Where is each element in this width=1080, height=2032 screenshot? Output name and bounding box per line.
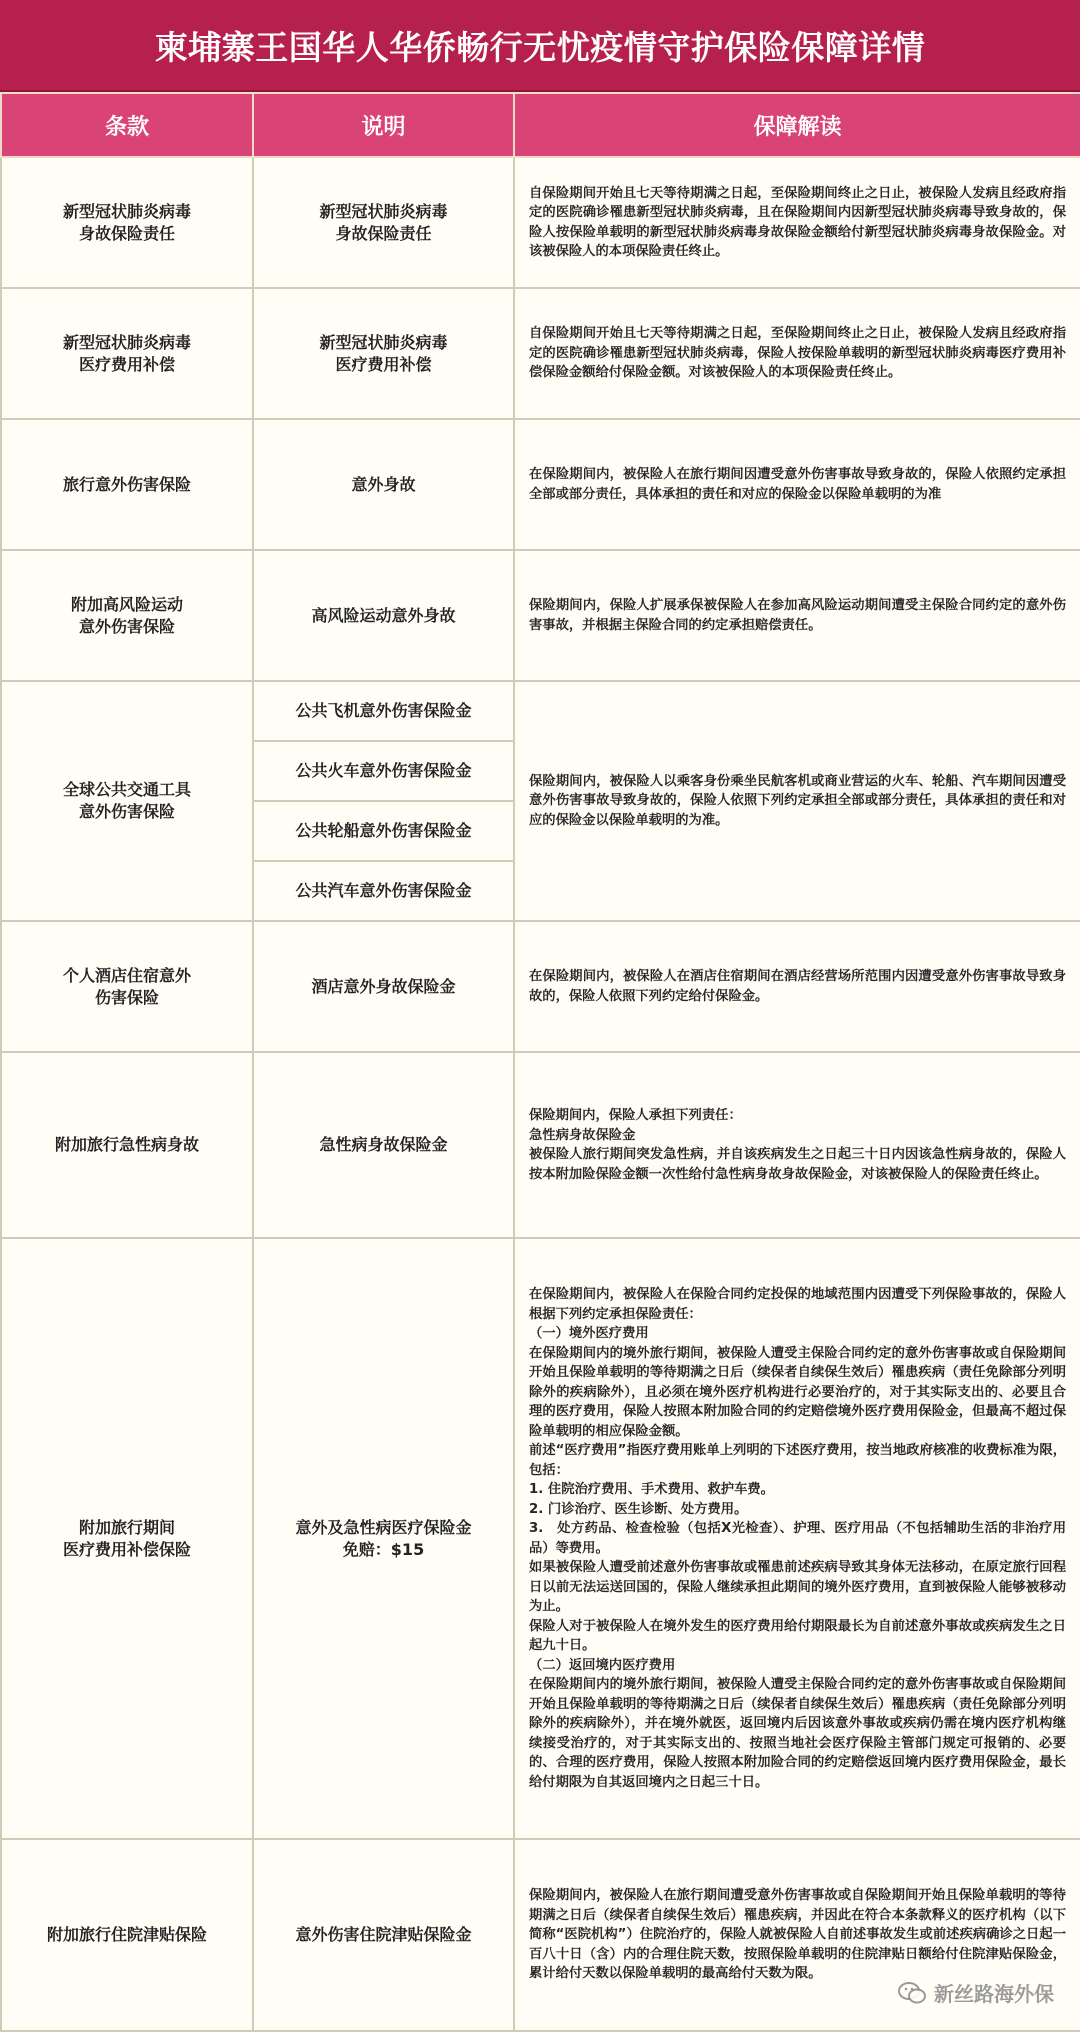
clause-cell: 附加旅行急性病身故 xyxy=(1,1052,253,1238)
clause-cell: 全球公共交通工具 意外伤害保险 xyxy=(1,681,253,921)
explain-cell: 公共飞机意外伤害保险金 xyxy=(253,681,514,741)
explain-cell: 意外伤害住院津贴保险金 xyxy=(253,1839,514,2031)
interpretation-cell: 保险期间内，保险人承担下列责任： 急性病身故保险金 被保险人旅行期间突发急性病，并自该疾病发生之日起三十日内因该急性病身故的，保险人按本附加险保险金额一次性给付急性病身故身故保险金，对该被保险人的保险责任终止。 xyxy=(514,1052,1080,1238)
explain-cell: 高风险运动意外身故 xyxy=(253,550,514,681)
interpretation-cell: 自保险期间开始且七天等待期满之日起，至保险期间终止之日止，被保险人发病且经政府指定的医院确诊罹患新型冠状肺炎病毒，且在保险期间内因新型冠状肺炎病毒导致身故的，保险人按保险单载明的新型冠状肺炎病毒身故保险金额给付新型冠状肺炎病毒身故保险金。对该被保险人的本项保险责任终止。 xyxy=(514,157,1080,288)
coverage-table xyxy=(0,92,1080,2032)
table-row xyxy=(1,550,1080,681)
column-header-interpretation: 保障解读 xyxy=(514,93,1080,157)
table-row xyxy=(1,288,1080,419)
table-row xyxy=(1,1052,1080,1238)
clause-cell: 附加旅行期间 医疗费用补偿保险 xyxy=(1,1238,253,1839)
explain-cell: 新型冠状肺炎病毒 医疗费用补偿 xyxy=(253,288,514,419)
clause-cell: 旅行意外伤害保险 xyxy=(1,419,253,550)
interpretation-cell: 保险期间内，被保险人以乘客身份乘坐民航客机或商业营运的火车、轮船、汽车期间因遭受意外伤害事故导致身故的，保险人依照下列约定承担全部或部分责任，具体承担的责任和对应的保险金以保险单载明的为准。 xyxy=(514,681,1080,921)
clause-cell: 新型冠状肺炎病毒 医疗费用补偿 xyxy=(1,288,253,419)
explain-cell: 公共火车意外伤害保险金 xyxy=(253,741,514,801)
explain-cell: 新型冠状肺炎病毒 身故保险责任 xyxy=(253,157,514,288)
explain-cell: 公共汽车意外伤害保险金 xyxy=(253,861,514,921)
wechat-icon xyxy=(898,1981,926,2005)
clause-cell: 个人酒店住宿意外 伤害保险 xyxy=(1,921,253,1052)
watermark-text: 新丝路海外保 xyxy=(934,1982,1054,2006)
table-row xyxy=(1,157,1080,288)
table-row xyxy=(1,419,1080,550)
explain-cell: 酒店意外身故保险金 xyxy=(253,921,514,1052)
table-row xyxy=(1,1238,1080,1839)
column-header-clause: 条款 xyxy=(1,93,253,157)
interpretation-cell: 在保险期间内，被保险人在旅行期间因遭受意外伤害事故导致身故的，保险人依照约定承担全部或部分责任，具体承担的责任和对应的保险金以保险单载明的为准 xyxy=(514,419,1080,550)
column-header-explain: 说明 xyxy=(253,93,514,157)
interpretation-cell: 保险期间内，保险人扩展承保被保险人在参加高风险运动期间遭受主保险合同约定的意外伤害事故，并根据主保险合同的约定承担赔偿责任。 xyxy=(514,550,1080,681)
watermark xyxy=(898,1978,1054,2007)
interpretation-cell: 保险期间内，被保险人在旅行期间遭受意外伤害事故或自保险期间开始且保险单载明的等待期满之日后（续保者自续保生效后）罹患疾病，并因此在符合本条款释义的医疗机构（以下简称“医院机构”）住院治疗的，保险人就被保险人自前述事故发生或前述疾病确诊之日起一百八十日（含）内的合理住院天数，按照保险单载明的住院津贴日额给付住院津贴保险金，累计给付天数以保险单载明的最高给付天数为限。 xyxy=(514,1839,1080,2031)
explain-cell: 意外身故 xyxy=(253,419,514,550)
clause-cell: 附加高风险运动 意外伤害保险 xyxy=(1,550,253,681)
explain-cell: 意外及急性病医疗保险金 免赔：$15 xyxy=(253,1238,514,1839)
clause-cell: 新型冠状肺炎病毒 身故保险责任 xyxy=(1,157,253,288)
interpretation-cell: 在保险期间内，被保险人在保险合同约定投保的地域范围内因遭受下列保险事故的，保险人根据下列约定承担保险责任： （一）境外医疗费用 在保险期间内的境外旅行期间，被保险人遭受主保险合同约定的意外伤害事故或自保险期间开始且保险单载明的等待期满之日后（续保者自续保生效后）罹患疾病（责任免除部分列明除外的疾病除外），且必须在境外医疗机构进行必要治疗的，对于其实际支出的、必要且合理的医疗费用，保险人按照本附加险合同的约定赔偿境外医疗费用保险金，但最高不超过保险单载明的相应保险金额。 前述“医疗费用”指医疗费用账单上列明的下述医疗费用，按当地政府核准的收费标准为限，包括： 1. 住院治疗费用、手术费用、救护车费。 2. 门诊治疗、医生诊断、处方费用。 3. 处方药品、检查检验（包括X光检查）、护理、医疗用品（不包括辅助生活的非治疗用品）等费用。 如果被保险人遭受前述意外伤害事故或罹患前述疾病导致其身体无法移动，在原定旅行回程日以前无法运送回国的，保险人继续承担此期间的境外医疗费用，直到被保险人能够被移动为止。 保险人对于被保险人在境外发生的医疗费用给付期限最长为自前述意外事故或疾病发生之日起九十日。 （二）返回境内医疗费用 在保险期间内的境外旅行期间，被保险人遭受主保险合同约定的意外伤害事故或自保险期间开始且保险单载明的等待期满之日后（续保者自续保生效后）罹患疾病（责任免除部分列明除外的疾病除外），并在境外就医，返回境内后因该意外事故或疾病仍需在境内医疗机构继续接受治疗的，对于其实际支出的、按照当地社会医疗保险主管部门规定可报销的、必要的、合理的医疗费用，保险人按照本附加险合同的约定赔偿返回境内医疗费用保险金，最长给付期限为自其返回境内之日起三十日。 xyxy=(514,1238,1080,1839)
table-header-row xyxy=(1,93,1080,157)
interpretation-cell: 在保险期间内，被保险人在酒店住宿期间在酒店经营场所范围内因遭受意外伤害事故导致身故的，保险人依照下列约定给付保险金。 xyxy=(514,921,1080,1052)
table-row xyxy=(1,921,1080,1052)
clause-cell: 附加旅行住院津贴保险 xyxy=(1,1839,253,2031)
page-title: 柬埔寨王国华人华侨畅行无忧疫情守护保险保障详情 xyxy=(0,0,1080,92)
explain-cell: 公共轮船意外伤害保险金 xyxy=(253,801,514,861)
table-row xyxy=(1,681,1080,741)
explain-cell: 急性病身故保险金 xyxy=(253,1052,514,1238)
interpretation-cell: 自保险期间开始且七天等待期满之日起，至保险期间终止之日止，被保险人发病且经政府指定的医院确诊罹患新型冠状肺炎病毒，保险人按保险单载明的新型冠状肺炎病毒医疗费用补偿保险金额给付保险金额。对该被保险人的本项保险责任终止。 xyxy=(514,288,1080,419)
